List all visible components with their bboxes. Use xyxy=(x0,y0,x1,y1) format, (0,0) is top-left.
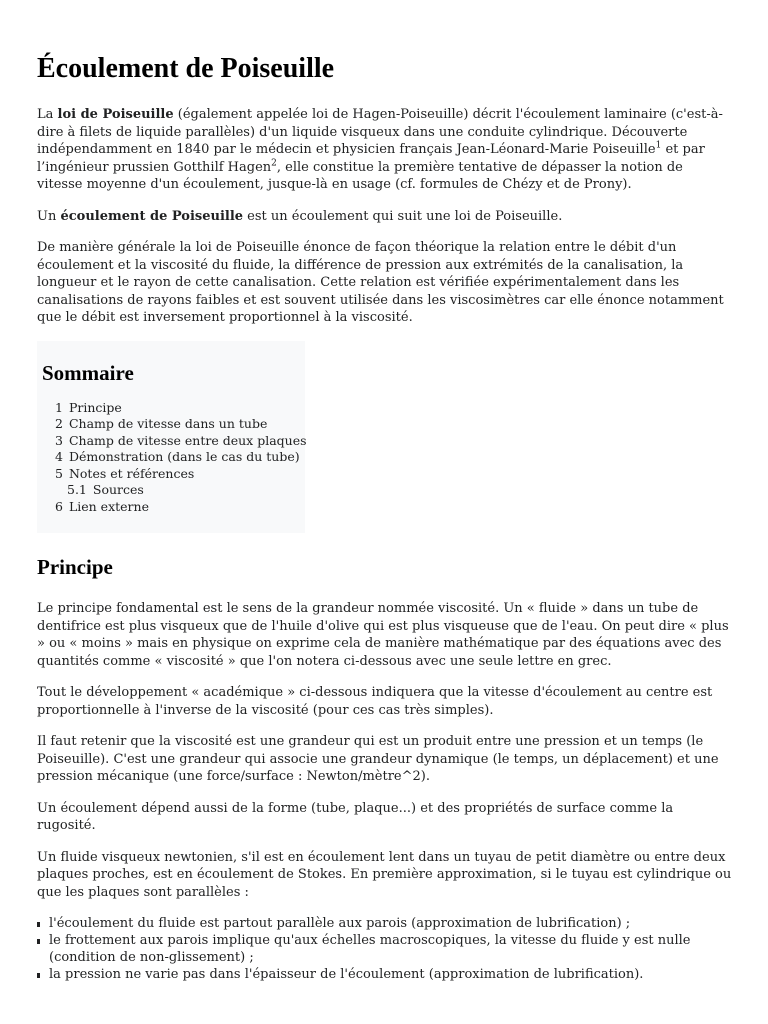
principe-paragraph: Le principe fondamental est le sens de la grandeur nommée viscosité. Un « fluide » dans un tube de dentifrice est plus visqueux que de l'huile d'olive qui est plus visqueuse que de l'eau. On peut dire « plus » ou « moins » mais en physique on exprime cela de manière mathématique par des équations avec des quantités comme « viscosité » que l'on notera ci-dessous avec une seule lettre en grec. xyxy=(37,601,729,669)
toc-subitem[interactable]: 5.1 Sources xyxy=(67,482,144,497)
toc-item[interactable]: 4 Démonstration (dans le cas du tube) xyxy=(55,449,300,464)
footnote-ref-2[interactable]: 2 xyxy=(271,158,277,169)
toc-item[interactable]: 1 Principe xyxy=(55,399,122,415)
principe-paragraph: Un écoulement dépend aussi de la forme (tube, plaque...) et des propriétés de surface comme la rugosité. xyxy=(37,800,674,833)
toc-item[interactable]: 6 Lien externe xyxy=(55,498,149,514)
footnote-ref-1[interactable]: 1 xyxy=(655,140,662,151)
principe-paragraph: Un fluide visqueux newtonien, s'il est en écoulement lent dans un tuyau de petit diamètre ou entre deux plaques proches, est en écoulement de Stokes. En première approximation, si le tuyau est cylindrique ou que les plaques sont parallèles : xyxy=(37,849,732,900)
principe-paragraph: Il faut retenir que la viscosité est une grandeur qui est un produit entre une pression et un temps (le Poiseuille). C'est une grandeur qui associe une grandeur dynamique (le temps, un déplacement) et une pression mécanique (une force/surface : Newton/mètre^2). xyxy=(37,734,719,784)
toc-item[interactable]: 5 Notes et références xyxy=(55,465,195,481)
page-title: Écoulement de Poiseuille xyxy=(37,53,335,84)
principe-paragraph: Tout le développement « académique » ci-dessous indiquera que la vitesse d'écoulement au centre est proportionnelle à l'inverse de la viscosité (pour ces cas très simples). xyxy=(37,685,713,718)
intro-paragraph-3: De manière générale la loi de Poiseuille énonce de façon théorique la relation entre le débit d'un écoulement et la viscosité du fluide, la différence de pression aux extrémités de la canalisation, la longueur et le rayon de cette canalisation. Cette relation est vérifiée expérimentalement dans les canalisations de rayons faibles et est souvent utilisée dans les viscosimètres car elle énonce notamment que le débit est inversement proportionnel à la viscosité. xyxy=(37,240,724,325)
section-heading-principe: Principe xyxy=(37,555,113,579)
bold-term: loi de Poiseuille xyxy=(57,107,174,122)
toc-title: Sommaire xyxy=(42,360,134,385)
list-item: la pression ne varie pas dans l'épaisseur de l'écoulement (approximation de lubrification). xyxy=(37,966,732,983)
intro-paragraph-1: La loi de Poiseuille (également appelée loi de Hagen-Poiseuille) décrit l'écoulement laminaire (c'est-à-dire à filets de liquide parallèles) d'un liquide visqueux dans une conduite cylindrique. Découverte indépendamment en 1840 par le médecin et physicien français Jean-Léonard-Marie Poiseuille$^1$ et par l’ingénieur prussien Gotthilf Hagen$^2$, elle constitue la première tentative de dépasser la notion de vitesse moyenne d'un écoulement, jusque-là en usage (cf. formules de Chézy et de Prony). xyxy=(37,107,723,192)
toc-item[interactable]: 3 Champ de vitesse entre deux plaques xyxy=(55,432,307,448)
toc-item[interactable]: 2 Champ de vitesse dans un tube xyxy=(55,416,268,431)
list-item: l'écoulement du fluide est partout parallèle aux parois (approximation de lubrification) ; xyxy=(37,915,732,932)
intro-paragraph-2: Un écoulement de Poiseuille est un écoulement qui suit une loi de Poiseuille. xyxy=(37,208,563,224)
bullet-list xyxy=(37,915,732,983)
table-of-contents xyxy=(37,341,305,534)
list-item: le frottement aux parois implique qu'aux échelles macroscopiques, la vitesse du fluide y est nulle (condition de non-glissement) ; xyxy=(37,932,732,966)
bold-term: écoulement de Poiseuille xyxy=(60,208,244,224)
